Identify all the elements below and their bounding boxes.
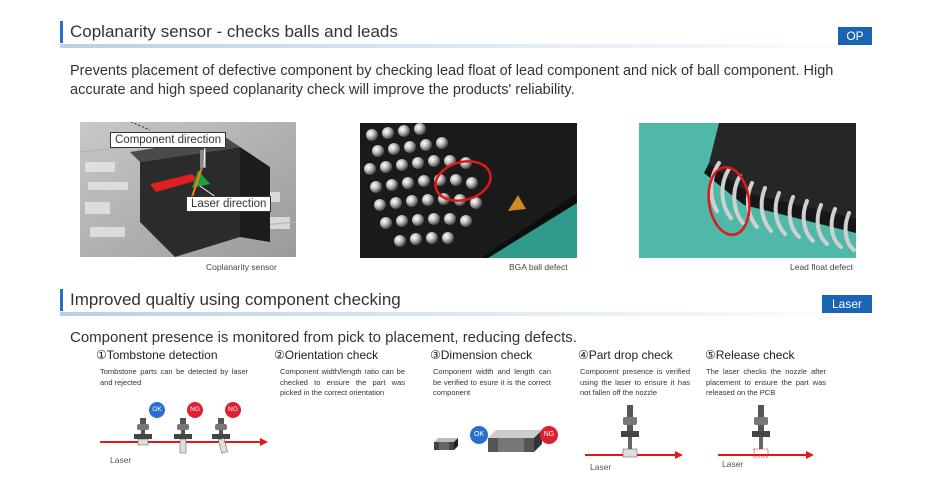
release-check-title: ⑤Release check <box>705 348 795 362</box>
coplanarity-sensor-photo <box>80 122 296 257</box>
ng-badge: NG <box>225 402 241 418</box>
laser-label: Laser <box>110 455 132 465</box>
nozzle-icon <box>621 405 639 457</box>
op-badge: OP <box>838 27 872 45</box>
nozzle-icon <box>134 418 152 445</box>
tombstone-check-text: Tombstone parts can be detected by laser and rejected <box>100 367 248 387</box>
header-accent-bar <box>60 21 63 43</box>
lead-float-photo <box>639 123 856 258</box>
ok-badge: OK <box>149 402 165 418</box>
bga-illustration <box>360 123 577 258</box>
section-title: Coplanarity sensor - checks balls and leads <box>70 22 398 41</box>
header-rule <box>60 44 872 48</box>
section-description: Component presence is monitored from pick to placement, reducing defects. <box>70 329 577 346</box>
bga-defect-photo <box>360 123 577 258</box>
release-check-text: The laser checks the nozzle after placement to ensure the part was released on the PCB <box>706 367 826 397</box>
tombstone-check-title: ①Tombstone detection <box>96 348 218 362</box>
nozzle-icon <box>212 418 230 453</box>
photo-caption: Coplanarity sensor <box>206 262 277 272</box>
part-drop-diagram <box>585 405 685 463</box>
orientation-check-text: Component width/length ratio can be checked to ensure the part was picked in the correct orientation <box>280 367 405 397</box>
dimension-check-text: Component width and length can be verified to esure it is the correct component <box>433 367 551 397</box>
photo-caption: Lead float defect <box>790 262 853 272</box>
laser-badge: Laser <box>822 295 872 313</box>
tombstone-diagram <box>100 398 270 456</box>
component-direction-callout: Component direction <box>110 132 226 148</box>
dimension-diagram <box>430 424 550 456</box>
part-drop-check-title: ④Part drop check <box>578 348 673 362</box>
laser-label: Laser <box>590 462 612 472</box>
ng-badge: NG <box>540 426 558 444</box>
section-description: Prevents placement of defective component by checking lead float of lead component and nick of ball component. High accurate and high speed coplanarity check will improve the products' reliability. <box>70 63 834 98</box>
photo-caption: BGA ball defect <box>509 262 568 272</box>
header-rule <box>60 312 872 316</box>
orientation-check-title: ②Orientation check <box>274 348 379 362</box>
dimension-check-title: ③Dimension check <box>430 348 533 362</box>
release-diagram <box>718 405 818 463</box>
ng-badge: NG <box>187 402 203 418</box>
header-accent-bar <box>60 289 63 311</box>
section-title: Improved qualtiy using component checking <box>70 290 401 309</box>
lead-illustration <box>639 123 856 258</box>
laser-label: Laser <box>722 459 744 469</box>
nozzle-icon <box>174 418 192 453</box>
ok-badge: OK <box>470 426 488 444</box>
part-drop-check-text: Component presence is verified using the laser to ensure it has not fallen off the nozzle <box>580 367 690 397</box>
nozzle-icon <box>752 405 770 457</box>
laser-direction-callout: Laser direction <box>186 196 271 212</box>
